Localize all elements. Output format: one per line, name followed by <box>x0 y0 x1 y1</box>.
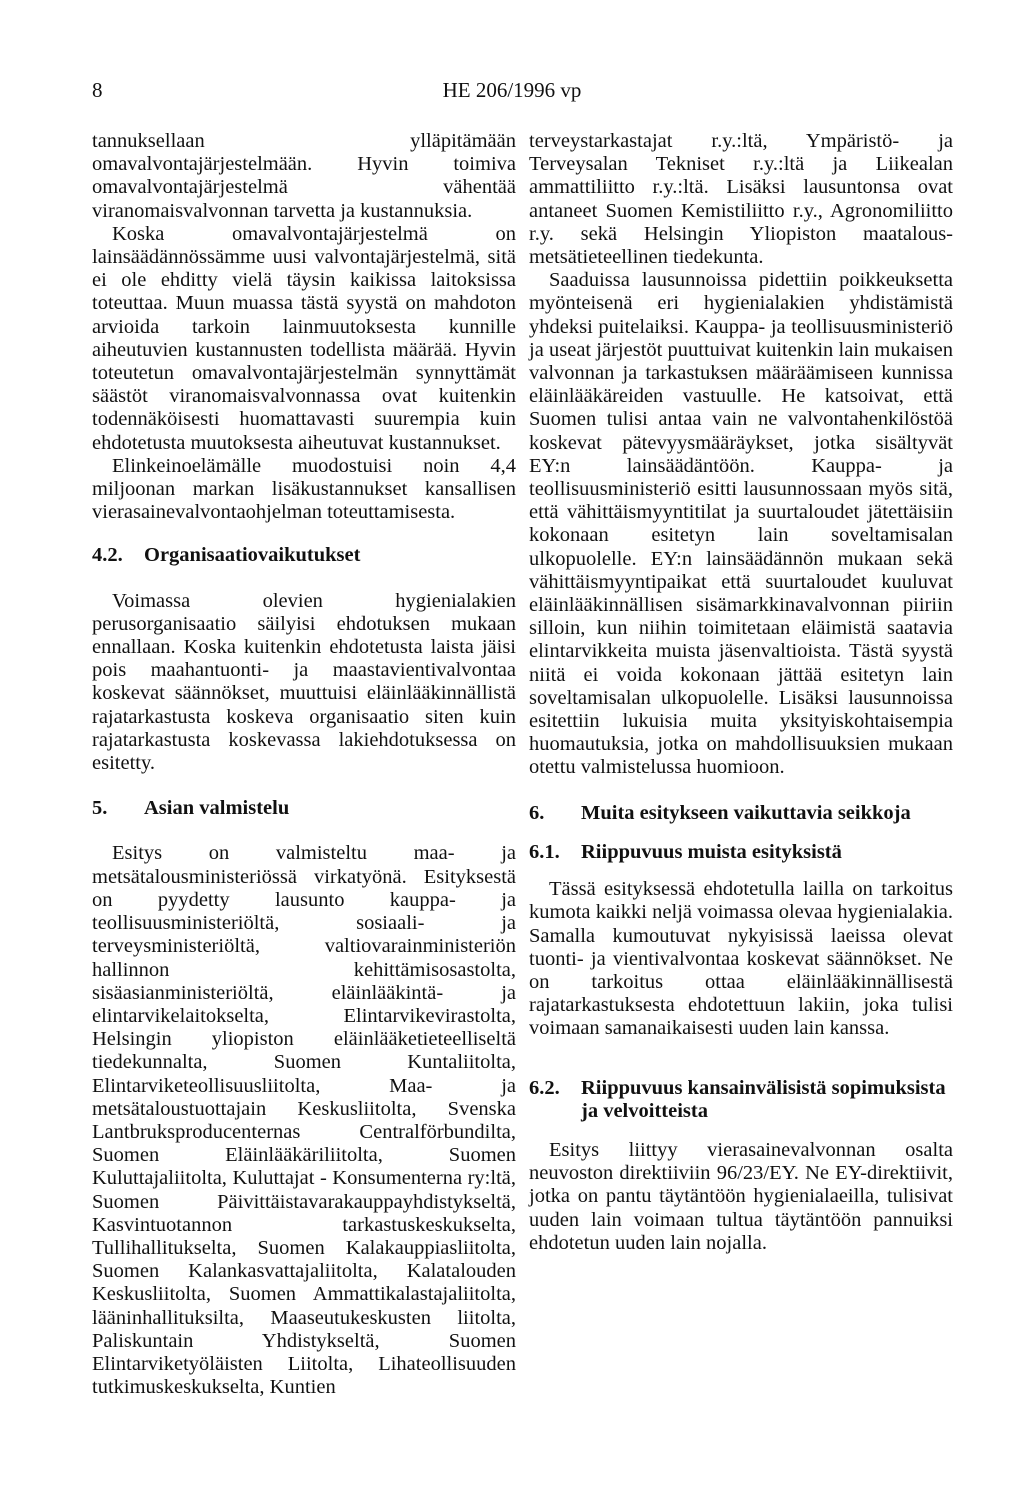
left-column <box>92 130 516 1399</box>
running-title: HE 206/1996 vp <box>442 78 582 102</box>
section-heading-6-1 <box>529 841 953 864</box>
right-column <box>529 130 953 1255</box>
section-title: Asian valmistelu <box>144 797 290 820</box>
paragraph: Voimassa olevien hygienialakien perusorganisaatio säilyisi ehdotuksen mukaan ennallaan. Koska kuitenkin ehdotetusta laista jäisi pois maahantuonti- ja maastavientivalvontaa koskevat säännökset, muuttuisi eläinlääkinnällistä rajatarkastusta koskeva organisaatio siten kuin rajatarkastusta koskevassa lakiehdotuksessa on esitetty. <box>92 589 516 775</box>
section-heading-6 <box>529 802 953 825</box>
section-title: Riippuvuus muista esityksistä <box>581 840 842 863</box>
page-header <box>0 78 1024 108</box>
section-number: 6.1. <box>529 840 560 863</box>
section-title: Riippuvuus kansainvälisistä sopimuksista ja velvoitteista <box>581 1076 946 1122</box>
paragraph: Tässä esityksessä ehdotetulla lailla on tarkoitus kumota kaikki neljä voimassa olevaa hygienialakia. Samalla kumoutuvat nykyisissä laeissa olevat tuonti- ja vientivalvontaa koskevat säännökset. Ne on tarkoitus ottaa eläinlääkinnällisestä rajatarkastuksesta ehdotettuun lakiin, joka tulisi voimaan samanaikaisesti uuden lain kanssa. <box>529 878 953 1040</box>
page-number: 8 <box>92 78 103 102</box>
paragraph: Koska omavalvontajärjestelmä on lainsäädännössämme uusi valvontajärjestelmä, sitä ei ole ehditty vielä täysin kaikissa laitoksissa toteuttaa. Muun muassa tästä syystä on mahdoton arvioida tarkoin lainmuutoksesta kunnille aiheutuvien kustannusten todellista määrää. Hyvin toteutetun omavalvontajärjestelmän synnyttämät säästöt viranomaisvalvonnassa ovat kuitenkin todennäköisesti huomattavasti suurempia kuin ehdotetusta muutoksesta aiheutuvat kustannukset. <box>92 222 516 454</box>
section-number: 5. <box>92 797 108 820</box>
paragraph: Esitys on valmisteltu maa- ja metsätalousministeriössä virkatyönä. Esityksestä on pyydetty lausunto kauppa- ja teollisuusministeriöltä, sosiaali- ja terveysministeriöltä, valtiovarainministeriön hallinnon kehittämisosastolta, sisäasianministeriöltä, eläinlääkintä- ja elintarvikelaitokselta, Elintarvikevirastolta, Helsingin yliopiston eläinlääketieteelliseltä tiedekunnalta, Suomen Kuntaliitolta, Elintarviketeollisuusliitolta, Maa- ja metsätaloustuottajain Keskusliitolta, Svenska Lantbruksproducenternas Centralförbundilta, Suomen Eläinlääkäriliitolta, Suomen Kuluttajaliitolta, Kuluttajat - Konsumenterna ry:ltä, Suomen Päivittäistavarakauppayhdistykseltä, Kasvintuotannon tarkastuskeskukselta, Tullihallitukselta, Suomen Kalakauppiasliitolta, Suomen Kalankasvattajaliitolta, Kalatalouden Keskusliitolta, Suomen Ammattikalastajaliitolta, lääninhallituksilta, Maaseutukeskusten liitolta, Paliskuntain Yhdistykseltä, Suomen Elintarviketyöläisten Liitolta, Lihateollisuuden tutkimuskeskukselta, Kuntien <box>92 842 516 1399</box>
paragraph: terveystarkastajat r.y.:ltä, Ympäristö- ja Terveysalan Tekniset r.y.:ltä ja Liikealan ammattiliitto r.y.:ltä. Lisäksi lausuntonsa ovat antaneet Suomen Kemistiliitto r.y., Agronomiliitto r.y. sekä Helsingin Yliopiston maatalous-metsätieteellinen tiedekunta. <box>529 130 953 269</box>
section-heading-6-2 <box>529 1077 953 1123</box>
paragraph: Elinkeinoelämälle muodostuisi noin 4,4 miljoonan markan lisäkustannukset kansallisen vierasainevalvontaohjelman toteuttamisesta. <box>92 454 516 524</box>
section-number: 6.2. <box>529 1076 560 1099</box>
section-title: Muita esitykseen vaikuttavia seikkoja <box>581 801 911 824</box>
paragraph: Esitys liittyy vierasainevalvonnan osalta neuvoston direktiiviin 96/23/EY. Ne EY-direktiivit, jotka on pantu täytäntöön hygienialaeilla, tulisivat uuden lain voimaan tultua täytäntöön pannuiksi ehdotetun uuden lain nojalla. <box>529 1138 953 1254</box>
section-heading-5 <box>92 797 516 820</box>
section-number: 6. <box>529 801 545 824</box>
paragraph: Saaduissa lausunnoissa pidettiin poikkeuksetta myönteisenä eri hygienialakien yhdistämistä yhdeksi puitelaiksi. Kauppa- ja teollisuusministeriö ja useat järjestöt puuttuivat kuitenkin lain mukaisen valvonnan ja tarkastuksen määräämiseen kunnissa eläinlääkäreiden vastuulle. He katsoivat, että Suomen tulisi antaa vain ne valvontahenkilöstöä koskevat pätevyysmääräykset, jotka sisältyvät EY:n lainsäädäntöön. Kauppa- ja teollisuusministeriö esitti lausunnossaan myös sitä, että vähittäismyyntitilat ja suurtaloudet jätettäisiin kokonaan esitetyn lain soveltamisalan ulkopuolelle. EY:n lainsäädännön mukaan sekä vähittäismyyntipaikat että suurtaloudet kuuluvat eläinlääkinnällisen sisämarkkinavalvonnan piiriin silloin, kun niihin toimitetaan eläimistä saatavia elintarvikkeita muista jäsenvaltioista. Tästä syystä niitä ei voida kokonaan jättää esitetyn lain soveltamisalan ulkopuolelle. Lisäksi lausunnoissa esitettiin lukuisia muita yksityiskohtaisempia huomautuksia, jotka on mahdollisuuksien mukaan otettu valmistelussa huomioon. <box>529 269 953 779</box>
paragraph: tannuksellaan ylläpitämään omavalvontajärjestelmään. Hyvin toimiva omavalvontajärjestelmä vähentää viranomaisvalvonnan tarvetta ja kustannuksia. <box>92 130 516 222</box>
section-number: 4.2. <box>92 544 123 567</box>
section-title: Organisaatiovaikutukset <box>144 544 361 567</box>
section-heading-4-2 <box>92 544 516 567</box>
